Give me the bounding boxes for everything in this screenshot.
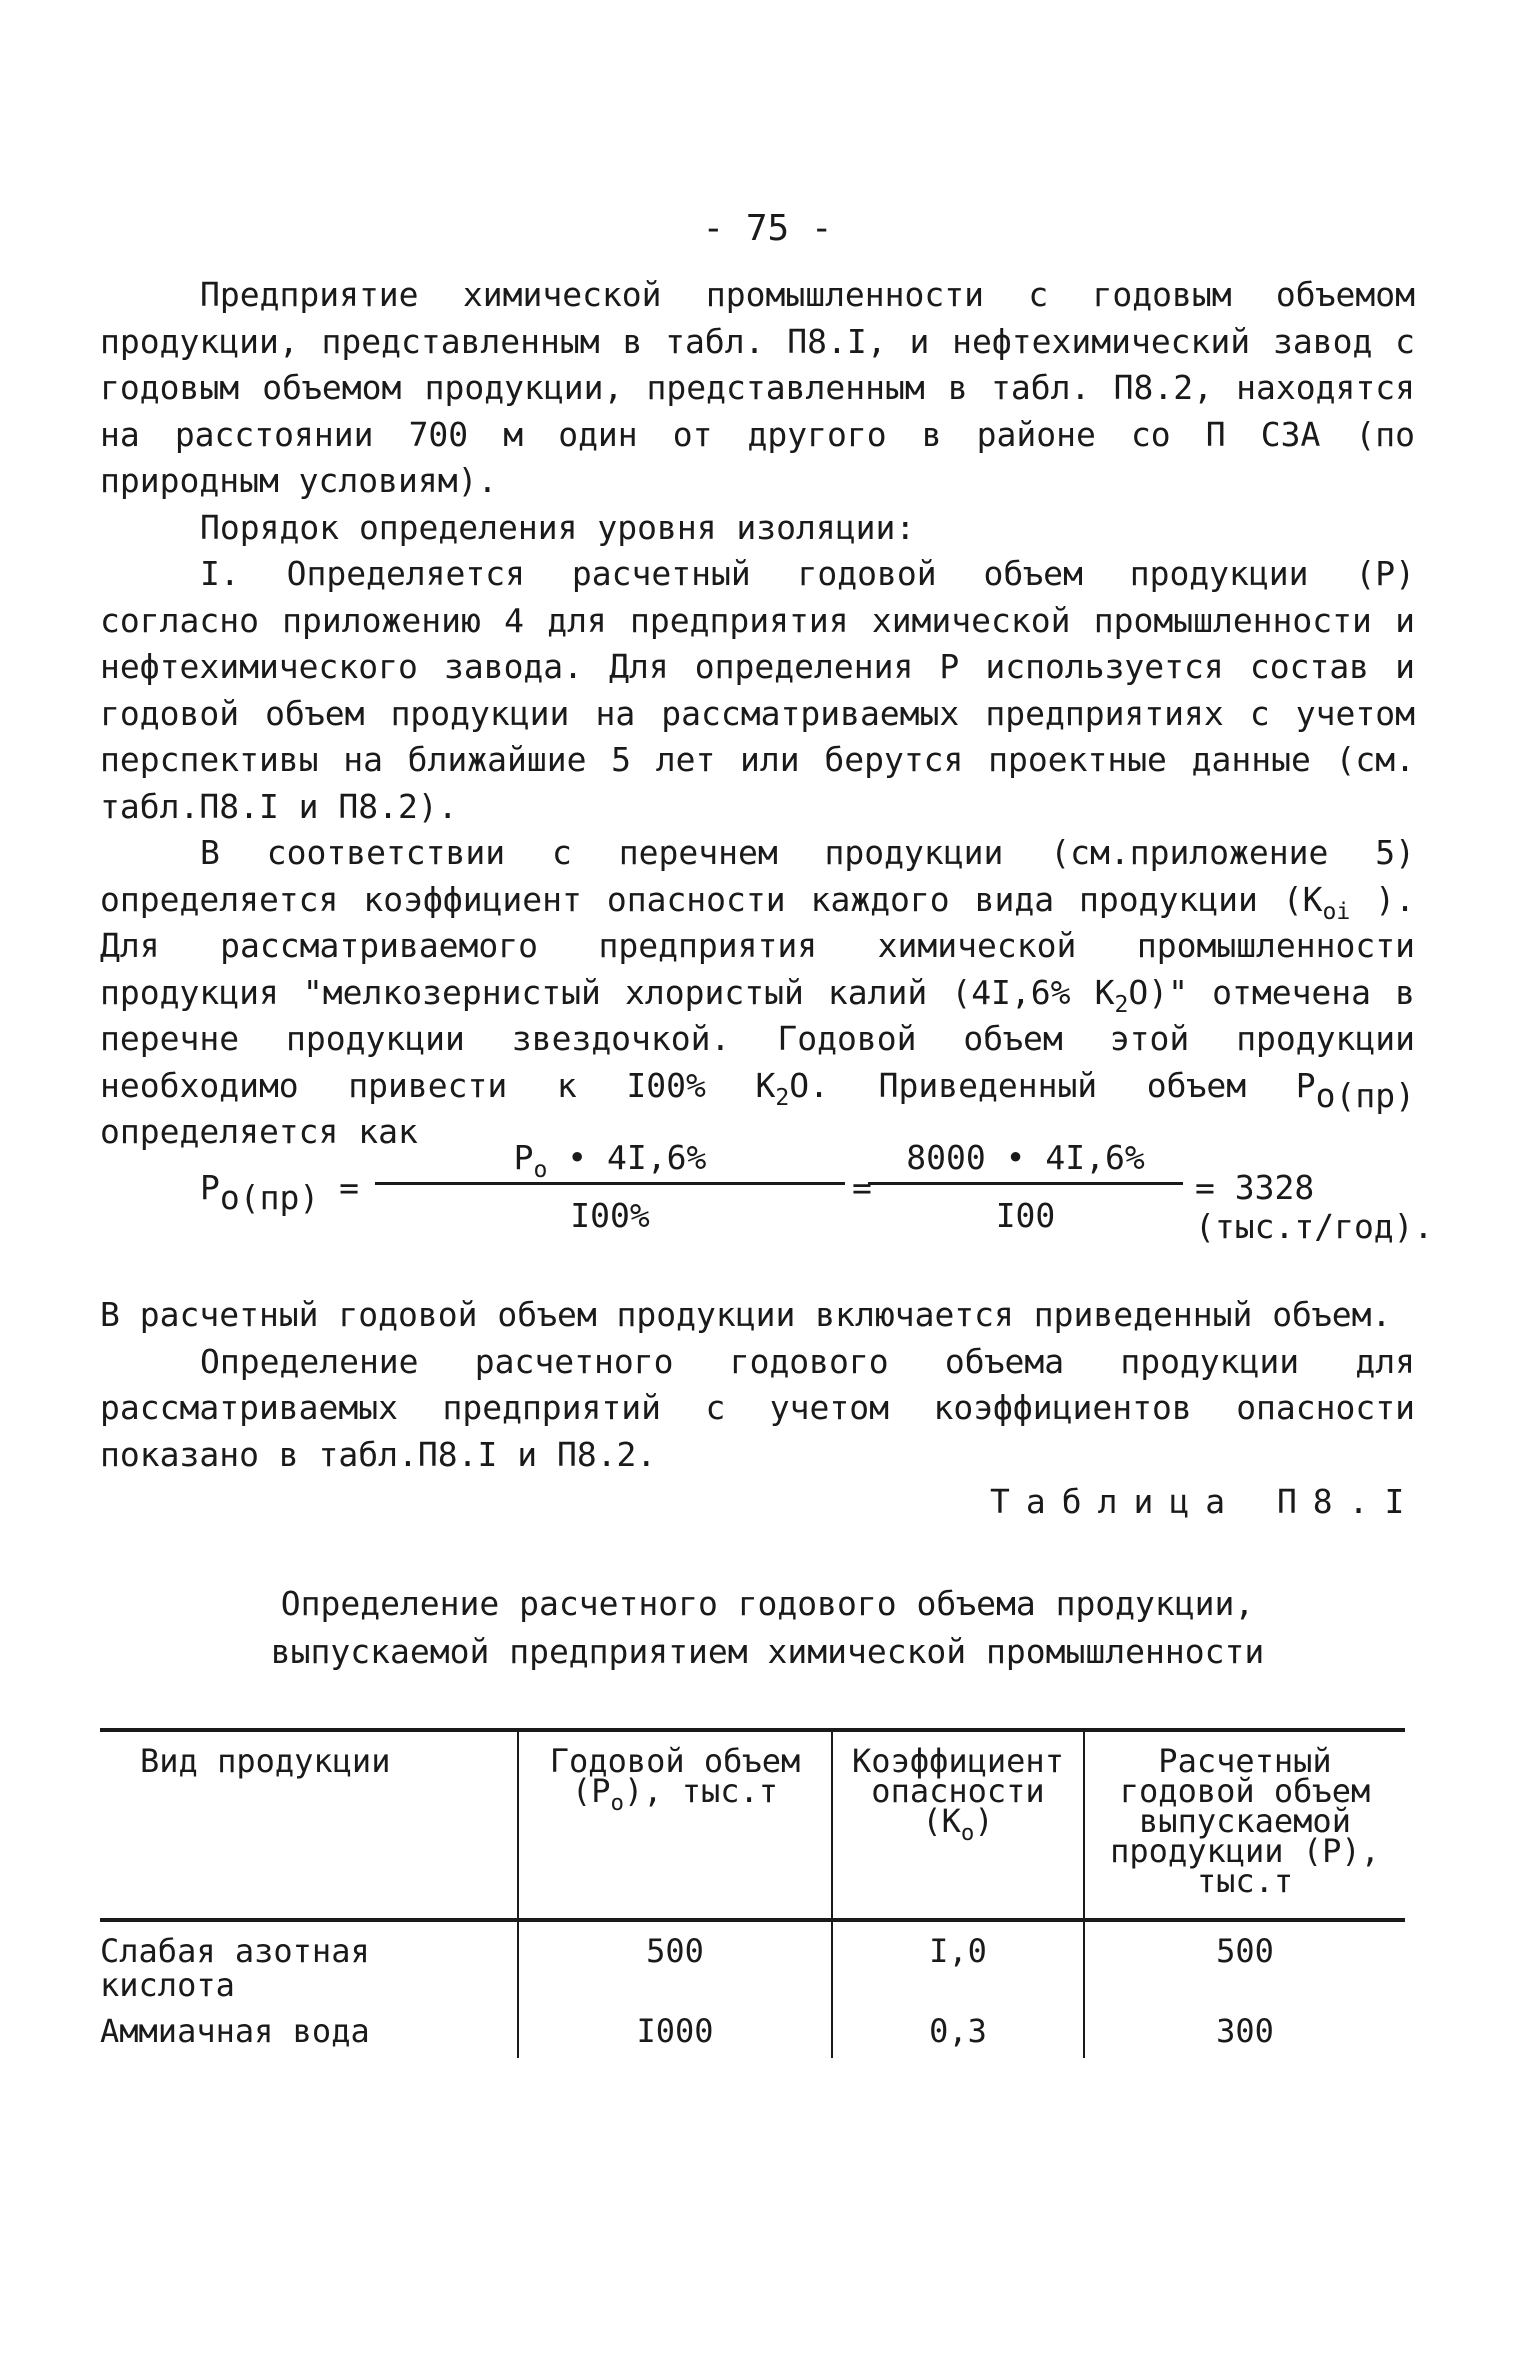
table-header-row [100,1730,1405,1920]
body-text [100,272,1415,1156]
formula-fraction-2 [868,1138,1183,1238]
formula-reduced-volume [100,1138,1440,1246]
cell-product: Слабая азотная кислота [100,1932,370,2004]
table-caption-line-2: выпускаемой предприятием химической промышленности [270,1632,1265,1671]
header-calculated-volume: Расчетный годовой объем выпускаемой продукции (Р), тыс.т [1084,1730,1405,1920]
fraction-1-numerator: $Р_о$ • 4I,6% [513,1138,707,1184]
cell-calculated-volume: 300 [1084,2002,1405,2058]
formula-equals-2: = [852,1168,872,1207]
header-annual-volume: Годовой объем $(Р_о)$, тыс.т [518,1730,832,1920]
cell-calculated-volume: 500 [1084,1920,1405,2002]
table-label: Таблица П8.I [990,1482,1421,1521]
formula-fraction-1 [375,1138,845,1238]
page-number: - 75 - [702,208,833,249]
cell-product: Аммиачная вода [100,2012,370,2050]
paragraph-intro: Предприятие химической промышленности с годовым объемом продукции, представленным в табл. П8.I, и нефтехимический завод с годовым объемом продукции, представленным в табл. П8.2, находятся на расстоянии 700 м один от другого в районе со П СЗА (по природным условиям). [100,275,1415,500]
fraction-1-bar [375,1182,845,1185]
cell-coefficient: 0,3 [832,2002,1084,2058]
cell-annual-volume: I000 [518,2002,832,2058]
fraction-2-numerator: 8000 • 4I,6% [906,1138,1145,1177]
header-hazard-coefficient: Коэффициент опасности $(К_о)$ [832,1730,1084,1920]
production-table [100,1728,1405,2058]
fraction-1-denominator: I00% [570,1196,650,1235]
fraction-2-bar [868,1182,1183,1185]
formula-lhs: $Р_{о(пр)}$ = [200,1168,359,1217]
paragraph-procedure-heading: Порядок определения уровня изоляции: [200,507,916,547]
header-product: Вид продукции [140,1742,391,1780]
formula-result: = 3328 (тыс.т/год). [1195,1168,1434,1246]
cell-annual-volume: 500 [518,1920,832,2002]
paragraph-table-reference: Определение расчетного годового объема продукции для рассматриваемых предприятий с учетом коэффициентов опасности показано в табл.П8.I и П8.2. [100,1341,1415,1474]
table-row [100,1920,1405,2002]
paragraph-step-coefficient: В соответствии с перечнем продукции (см.приложение 5) определяется коэффициент опасности каждого вида продукции ($К_{oi}$ ). Для рассматриваемого предприятия химической промышленности продукция "мелкозернистый хлористый калий (4I,6% $К_2O$)" отмечена в перечне продукции звездочкой. Годовой объем этой продукции необходимо привести к I00% $К_2O$. Приведенный объем $Р_{о(пр)}$ определяется как [100,833,1416,1151]
paragraph-step-1: I. Определяется расчетный годовой объем продукции (Р) согласно приложению 4 для предприятия химической промышленности и нефтехимического завода. Для определения Р используется состав и годовой объем продукции на рассматриваемых предприятиях с учетом перспективы на ближайшие 5 лет или берутся проектные данные (см. табл.П8.I и П8.2). [100,554,1415,826]
body-text-2 [100,1292,1415,1478]
fraction-2-denominator: I00 [995,1196,1056,1235]
paragraph-included: В расчетный годовой объем продукции включается приведенный объем. [100,1295,1392,1334]
cell-coefficient: I,0 [832,1920,1084,2002]
table-caption-line-1: Определение расчетного годового объема продукции, [280,1584,1255,1623]
table-row [100,2002,1405,2058]
